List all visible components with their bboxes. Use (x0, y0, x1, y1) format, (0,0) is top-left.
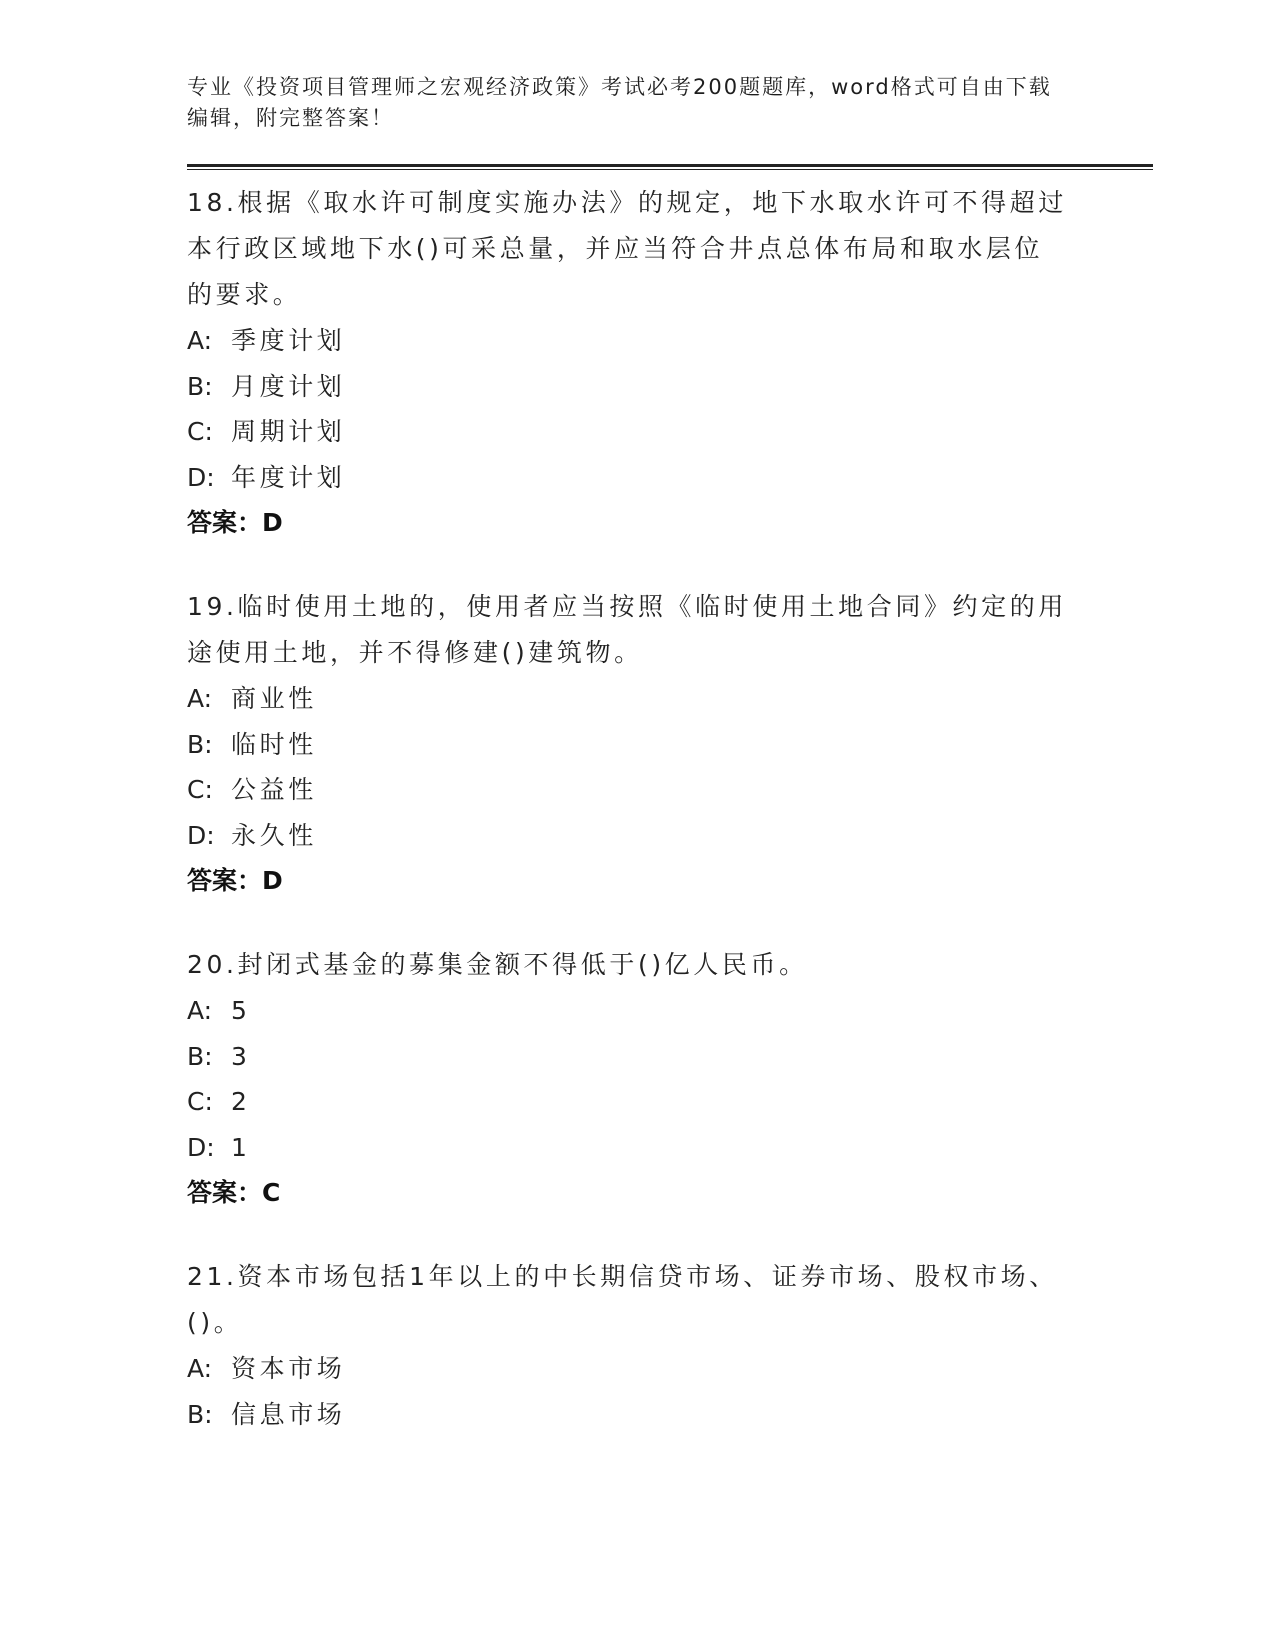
option-d (187, 813, 1153, 859)
option-b (187, 1034, 1153, 1080)
option-text: 永久性 (231, 820, 317, 850)
question-text: 18.根据《取水许可制度实施办法》的规定，地下水取水许可不得超过本行政区域地下水()可采总量，并应当符合井点总体布局和取水层位的要求。 (187, 188, 1067, 309)
question-21 (187, 1254, 1153, 1437)
option-text: 1 (231, 1132, 251, 1162)
option-c (187, 409, 1153, 455)
option-text: 资本市场 (231, 1354, 346, 1383)
option-d (187, 455, 1153, 501)
option-label: B: (187, 1399, 213, 1429)
option-a (187, 988, 1153, 1034)
option-label: B: (187, 1041, 213, 1071)
question-text: 20.封闭式基金的募集金额不得低于()亿人民币。 (187, 950, 808, 979)
question-18 (187, 180, 1153, 546)
option-d (187, 1125, 1153, 1171)
question-19 (187, 584, 1153, 904)
question-text: 21.资本市场包括1年以上的中长期信贷市场、证券市场、股权市场、()。 (187, 1262, 1058, 1337)
option-text: 公益性 (231, 775, 317, 804)
answer: 答案：C (187, 1178, 281, 1207)
option-label: B: (187, 371, 213, 401)
option-text: 信息市场 (231, 1399, 346, 1429)
option-text: 商业性 (231, 684, 317, 713)
option-a (187, 1346, 1153, 1392)
option-label: C: (187, 1087, 213, 1116)
option-label: D: (187, 820, 215, 850)
option-text: 年度计划 (231, 462, 346, 492)
option-b (187, 364, 1153, 410)
document-page (187, 72, 1153, 1437)
option-text: 季度计划 (231, 326, 346, 355)
question-20 (187, 942, 1153, 1216)
option-label: A: (187, 684, 213, 713)
option-text: 2 (231, 1087, 251, 1116)
option-text: 临时性 (231, 729, 317, 759)
option-b (187, 722, 1153, 768)
option-label: A: (187, 326, 213, 355)
option-text: 周期计划 (231, 417, 346, 446)
option-text: 月度计划 (231, 371, 346, 401)
option-label: D: (187, 462, 215, 492)
option-a (187, 676, 1153, 722)
header-divider (187, 164, 1153, 170)
option-label: B: (187, 729, 213, 759)
option-c (187, 767, 1153, 813)
option-label: A: (187, 1354, 213, 1383)
option-label: C: (187, 775, 213, 804)
option-c (187, 1079, 1153, 1125)
option-label: D: (187, 1132, 215, 1162)
answer: 答案：D (187, 508, 283, 537)
option-b (187, 1392, 1153, 1438)
option-text: 3 (231, 1041, 251, 1071)
document-header: 专业《投资项目管理师之宏观经济政策》考试必考200题题库，word格式可自由下载编辑，附完整答案！ (187, 75, 1052, 130)
option-label: A: (187, 996, 213, 1025)
answer: 答案：D (187, 866, 283, 895)
option-label: C: (187, 417, 213, 446)
question-text: 19.临时使用土地的，使用者应当按照《临时使用土地合同》约定的用途使用土地，并不得修建()建筑物。 (187, 592, 1067, 667)
option-a (187, 318, 1153, 364)
option-text: 5 (231, 996, 251, 1025)
